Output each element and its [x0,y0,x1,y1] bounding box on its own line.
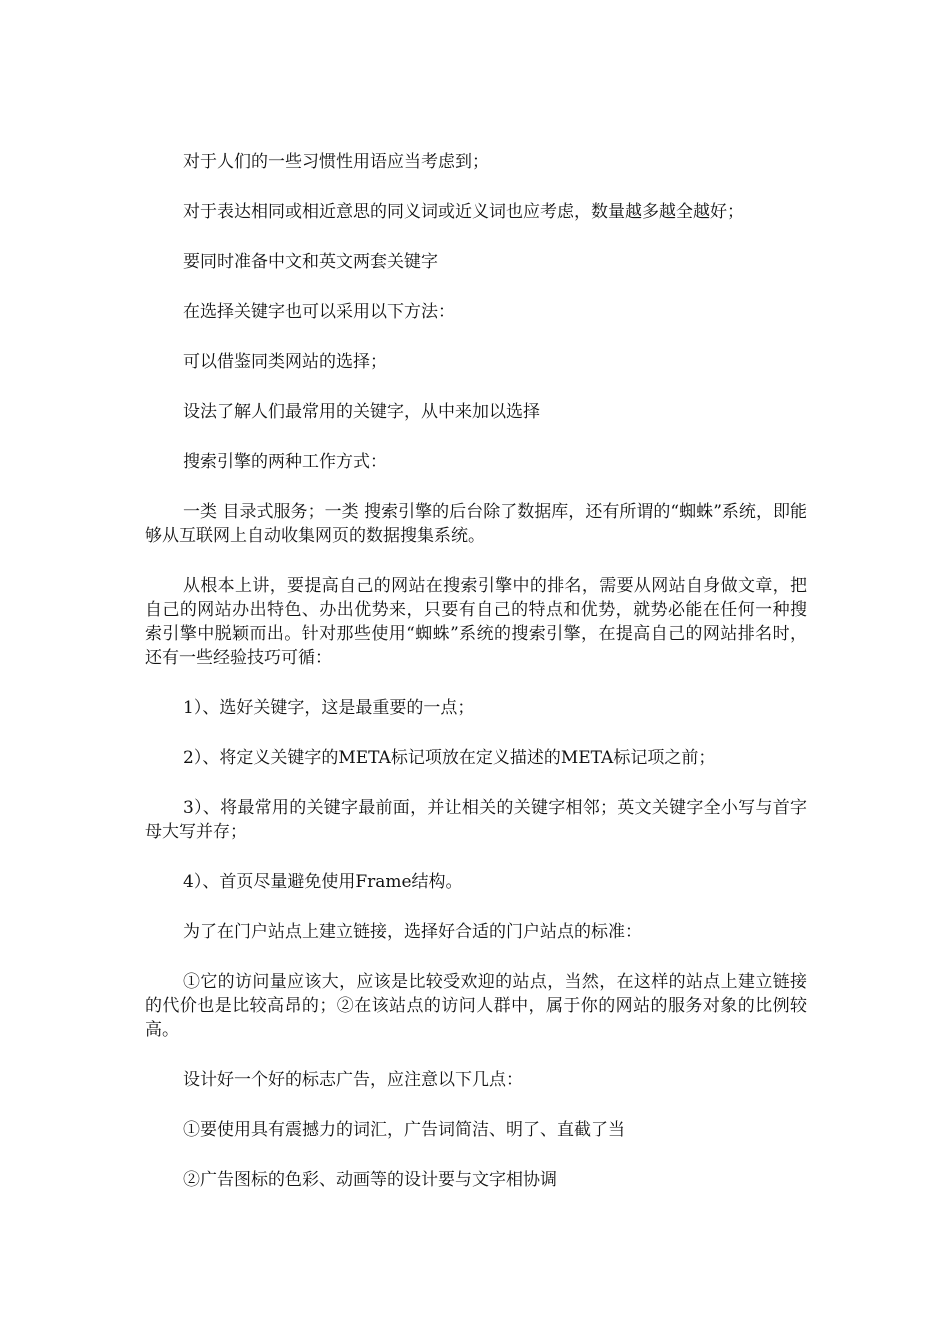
paragraph-habitual-terms: 对于人们的一些习惯性用语应当考虑到； [183,152,489,172]
paragraph-common-keywords: 设法了解人们最常用的关键字，从中来加以选择 [183,402,540,422]
paragraph-directory-and-spider: 一类 目录式服务；一类 搜索引擎的后台除了数据库，还有所谓的“蜘蛛”系统，即能够从互联网上自动收集网页的数据搜集系统。 [145,502,807,546]
paragraph-banner-colors: ②广告图标的色彩、动画等的设计要与文字相协调 [183,1170,557,1190]
paragraph-banner-wording: ①要使用具有震撼力的词汇，广告词简洁、明了、直截了当 [183,1120,625,1140]
paragraph-bilingual-keywords: 要同时准备中文和英文两套关键字 [183,252,438,272]
paragraph-tip-1: 1）、选好关键字，这是最重要的一点； [183,698,475,718]
paragraph-tip-2: 2）、将定义关键字的META标记项放在定义描述的META标记项之前； [183,748,716,768]
document-body [145,150,807,1218]
paragraph-ranking-fundamentals: 从根本上讲，要提高自己的网站在搜索引擎中的排名，需要从网站自身做文章，把自己的网站办出特色、办出优势来，只要有自己的特点和优势，就势必能在任何一种搜索引擎中脱颖而出。针对那些使用“蜘蛛”系统的搜索引擎，在提高自己的网站排名时，还有一些经验技巧可循： [145,576,807,668]
paragraph-banner-design: 设计好一个好的标志广告，应注意以下几点： [183,1070,523,1090]
paragraph-similar-sites: 可以借鉴同类网站的选择； [183,352,387,372]
paragraph-portal-traffic: ①它的访问量应该大，应该是比较受欢迎的站点，当然，在这样的站点上建立链接的代价也是比较高昂的；②在该站点的访问人群中，属于你的网站的服务对象的比例较高。 [145,972,807,1040]
paragraph-portal-criteria: 为了在门户站点上建立链接，选择好合适的门户站点的标准： [183,922,642,942]
paragraph-search-engine-modes: 搜索引擎的两种工作方式： [183,452,387,472]
paragraph-tip-4: 4）、首页尽量避免使用Frame结构。 [183,872,463,892]
paragraph-tip-3: 3）、将最常用的关键字最前面，并让相关的关键字相邻；英文关键字全小写与首字母大写并存； [145,798,807,842]
paragraph-synonyms: 对于表达相同或相近意思的同义词或近义词也应考虑，数量越多越全越好； [183,202,744,222]
paragraph-keyword-methods: 在选择关键字也可以采用以下方法： [183,302,455,322]
